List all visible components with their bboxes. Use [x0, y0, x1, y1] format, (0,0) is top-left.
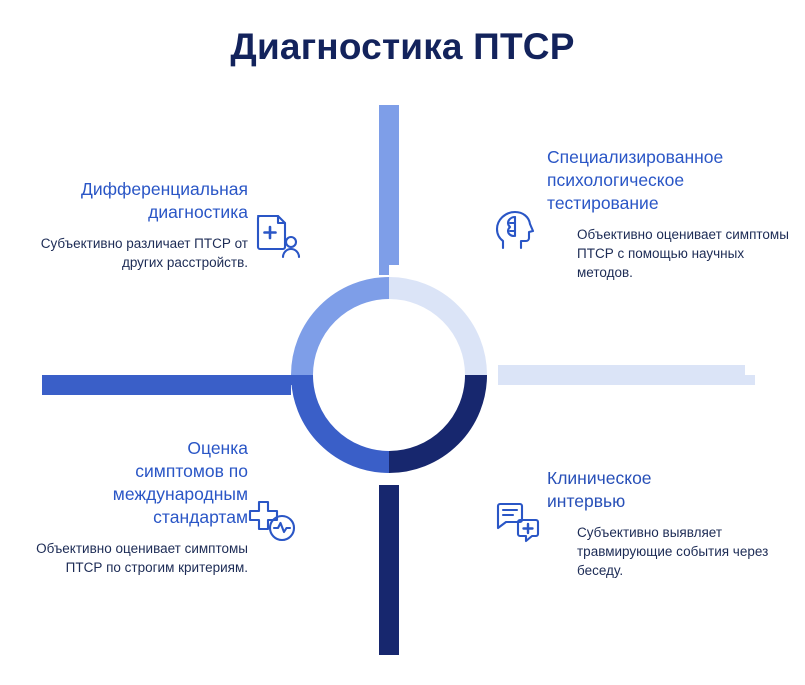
chat-medical-icon: [494, 500, 542, 549]
ring-top-left: [302, 288, 389, 375]
ring-top-right: [389, 288, 476, 375]
page-title: Диагностика ПТСР: [230, 26, 575, 67]
quadrant-differential-heading: Дифференциальная диагностика: [80, 179, 248, 222]
quadrant-interview-body: Субъективно выявляет травмирующие события через беседу.: [577, 525, 769, 578]
quadrant-differential-body: Субъективно различает ПТСР от других расстройств.: [40, 236, 248, 270]
quadrant-standards-body: Объективно оценивает симптомы ПТСР по строгим критериям.: [36, 541, 248, 575]
quadrant-international-standards: [20, 437, 310, 577]
brain-head-icon: [495, 208, 535, 257]
ring-bottom-left: [302, 375, 389, 462]
quadrant-clinical-interview: [547, 467, 792, 580]
quadrant-specialized-testing: [547, 146, 792, 282]
quadrant-standards-heading: Оценка симптомов по международным стандартам: [112, 438, 248, 527]
quadrant-testing-heading: Специализированное психологическое тестирование: [547, 147, 724, 213]
quadrant-testing-body: Объективно оценивает симптомы ПТСР с помощью научных методов.: [577, 227, 789, 280]
ring-bottom-right: [389, 375, 476, 462]
quadrant-interview-heading: Клиническое интервью: [547, 468, 652, 511]
quadrant-differential-diagnosis: [20, 178, 310, 272]
